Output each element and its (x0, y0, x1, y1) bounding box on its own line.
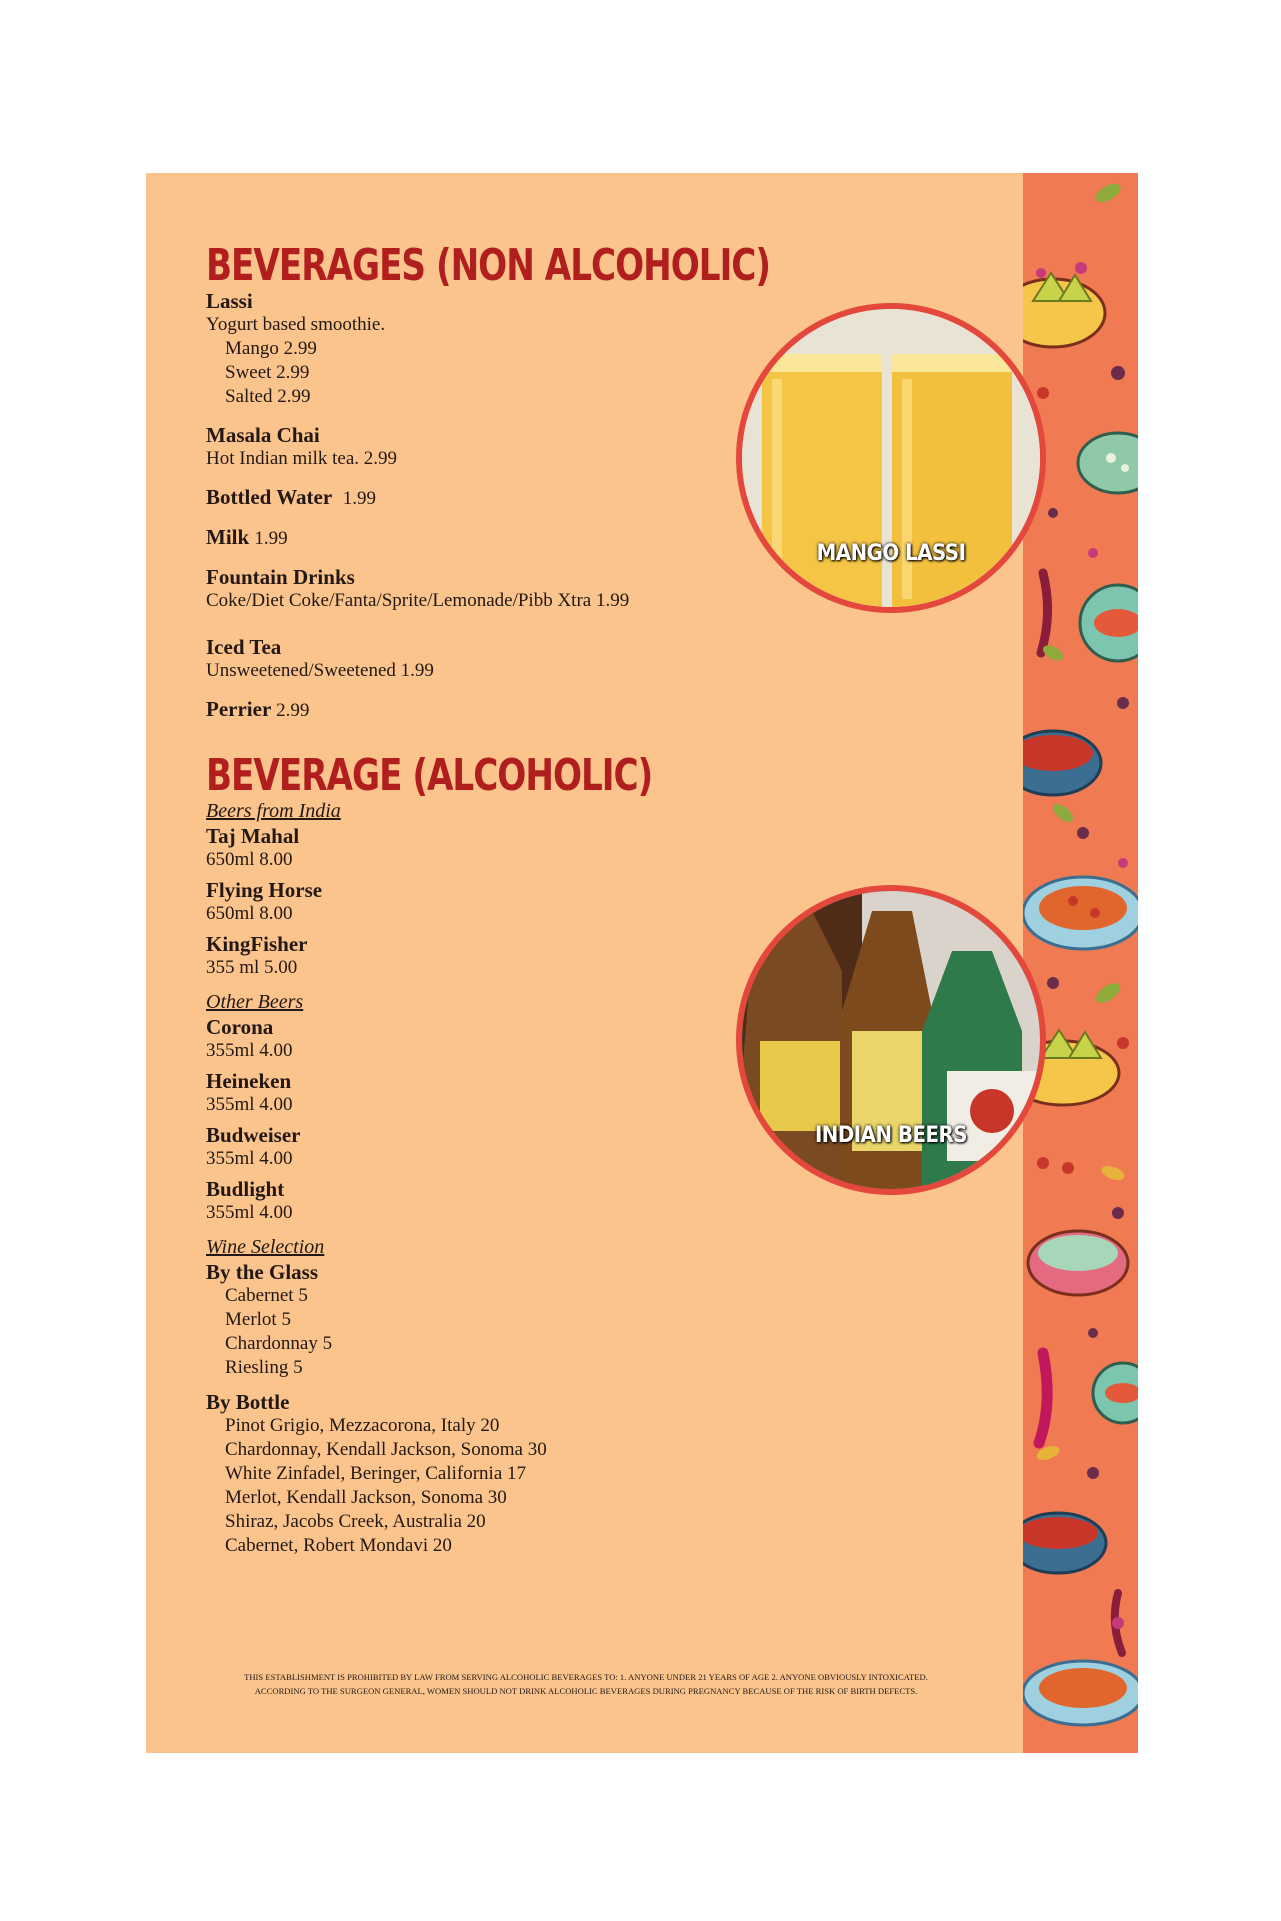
wine-bottle-item: Cabernet, Robert Mondavi 20 (225, 1535, 452, 1556)
beer-name: Budweiser (206, 1123, 301, 1147)
item-lassi-name: Lassi (206, 289, 253, 313)
wine-glass-item: Chardonnay 5 (225, 1333, 333, 1354)
disclaimer-line-2: ACCORDING TO THE SURGEON GENERAL, WOMEN SHOULD NOT DRINK ALCOHOLIC BEVERAGES DURING PREGNANCY BECAUSE OF THE RISK OF BIRTH DEFECTS. (254, 1686, 918, 1696)
menu-page (146, 173, 1138, 1753)
beer-name: Budlight (206, 1177, 285, 1201)
item-milk-name: Milk (206, 525, 250, 549)
wine-bottle-item: Merlot, Kendall Jackson, Sonoma 30 (225, 1487, 507, 1508)
beer-detail: 355 ml 5.00 (206, 957, 298, 978)
subheading-wine-selection: Wine Selection (206, 1236, 325, 1258)
menu-content (206, 241, 806, 1558)
beer-name: Heineken (206, 1069, 292, 1093)
section-title-non-alcoholic: BEVERAGES (NON ALCOHOLIC) (206, 239, 770, 291)
beer-detail: 650ml 8.00 (206, 849, 293, 870)
section-title-alcoholic: BEVERAGE (ALCOHOLIC) (206, 749, 653, 801)
disclaimer-line-1: THIS ESTABLISHMENT IS PROHIBITED BY LAW FROM SERVING ALCOHOLIC BEVERAGES TO: 1. ANYONE UNDER 21 YEARS OF AGE 2. ANYONE OBVIOUSLY INTOXICATED. (244, 1672, 928, 1682)
item-masala-chai-name: Masala Chai (206, 423, 320, 447)
beer-name: Flying Horse (206, 878, 323, 902)
item-iced-tea-desc: Unsweetened/Sweetened 1.99 (206, 660, 434, 681)
beer-detail: 355ml 4.00 (206, 1040, 293, 1061)
indian-beers-photo (736, 885, 1046, 1195)
subheading-other-beers: Other Beers (206, 991, 304, 1013)
lassi-option: Mango 2.99 (225, 338, 317, 359)
lassi-option: Salted 2.99 (225, 386, 311, 407)
item-bottled-water-name: Bottled Water (206, 485, 333, 509)
beer-name: Taj Mahal (206, 824, 300, 848)
beer-name: Corona (206, 1015, 274, 1039)
item-lassi-desc: Yogurt based smoothie. (206, 314, 386, 335)
item-masala-chai-desc: Hot Indian milk tea. 2.99 (206, 448, 398, 469)
food-pattern-illustration (1023, 173, 1138, 1753)
item-milk-price: 1.99 (254, 528, 288, 549)
item-fountain-desc: Coke/Diet Coke/Fanta/Sprite/Lemonade/Pibb Xtra 1.99 (206, 590, 630, 611)
lassi-option: Sweet 2.99 (225, 362, 310, 383)
food-illustration-border (1023, 173, 1138, 1753)
wine-glass-item: Riesling 5 (225, 1357, 303, 1378)
wine-bottle-item: Chardonnay, Kendall Jackson, Sonoma 30 (225, 1439, 547, 1460)
wine-glass-title: By the Glass (206, 1260, 319, 1284)
mango-lassi-photo (736, 303, 1046, 613)
beer-detail: 355ml 4.00 (206, 1202, 293, 1223)
item-perrier-name: Perrier (206, 697, 271, 721)
item-iced-tea-name: Iced Tea (206, 635, 282, 659)
beer-detail: 355ml 4.00 (206, 1148, 293, 1169)
mango-lassi-caption: MANGO LASSI (816, 541, 966, 566)
wine-glass-item: Cabernet 5 (225, 1285, 308, 1306)
legal-disclaimer (146, 1670, 1026, 1698)
wine-bottle-item: Shiraz, Jacobs Creek, Australia 20 (225, 1511, 486, 1532)
item-perrier (206, 697, 806, 723)
subheading-beers-india: Beers from India (206, 800, 341, 822)
item-bottled-water (206, 485, 806, 511)
item-fountain-name: Fountain Drinks (206, 565, 355, 589)
wine-glass-item: Merlot 5 (225, 1309, 291, 1330)
item-bottled-water-price: 1.99 (342, 488, 376, 509)
beer-detail: 650ml 8.00 (206, 903, 293, 924)
wine-bottle-item: Pinot Grigio, Mezzacorona, Italy 20 (225, 1415, 500, 1436)
wine-bottle-title: By Bottle (206, 1390, 290, 1414)
beer-name: KingFisher (206, 932, 308, 956)
wine-bottle-item: White Zinfadel, Beringer, California 17 (225, 1463, 527, 1484)
indian-beers-caption: INDIAN BEERS (814, 1123, 968, 1148)
item-perrier-price: 2.99 (276, 700, 310, 721)
beer-detail: 355ml 4.00 (206, 1094, 293, 1115)
item-milk (206, 525, 806, 551)
